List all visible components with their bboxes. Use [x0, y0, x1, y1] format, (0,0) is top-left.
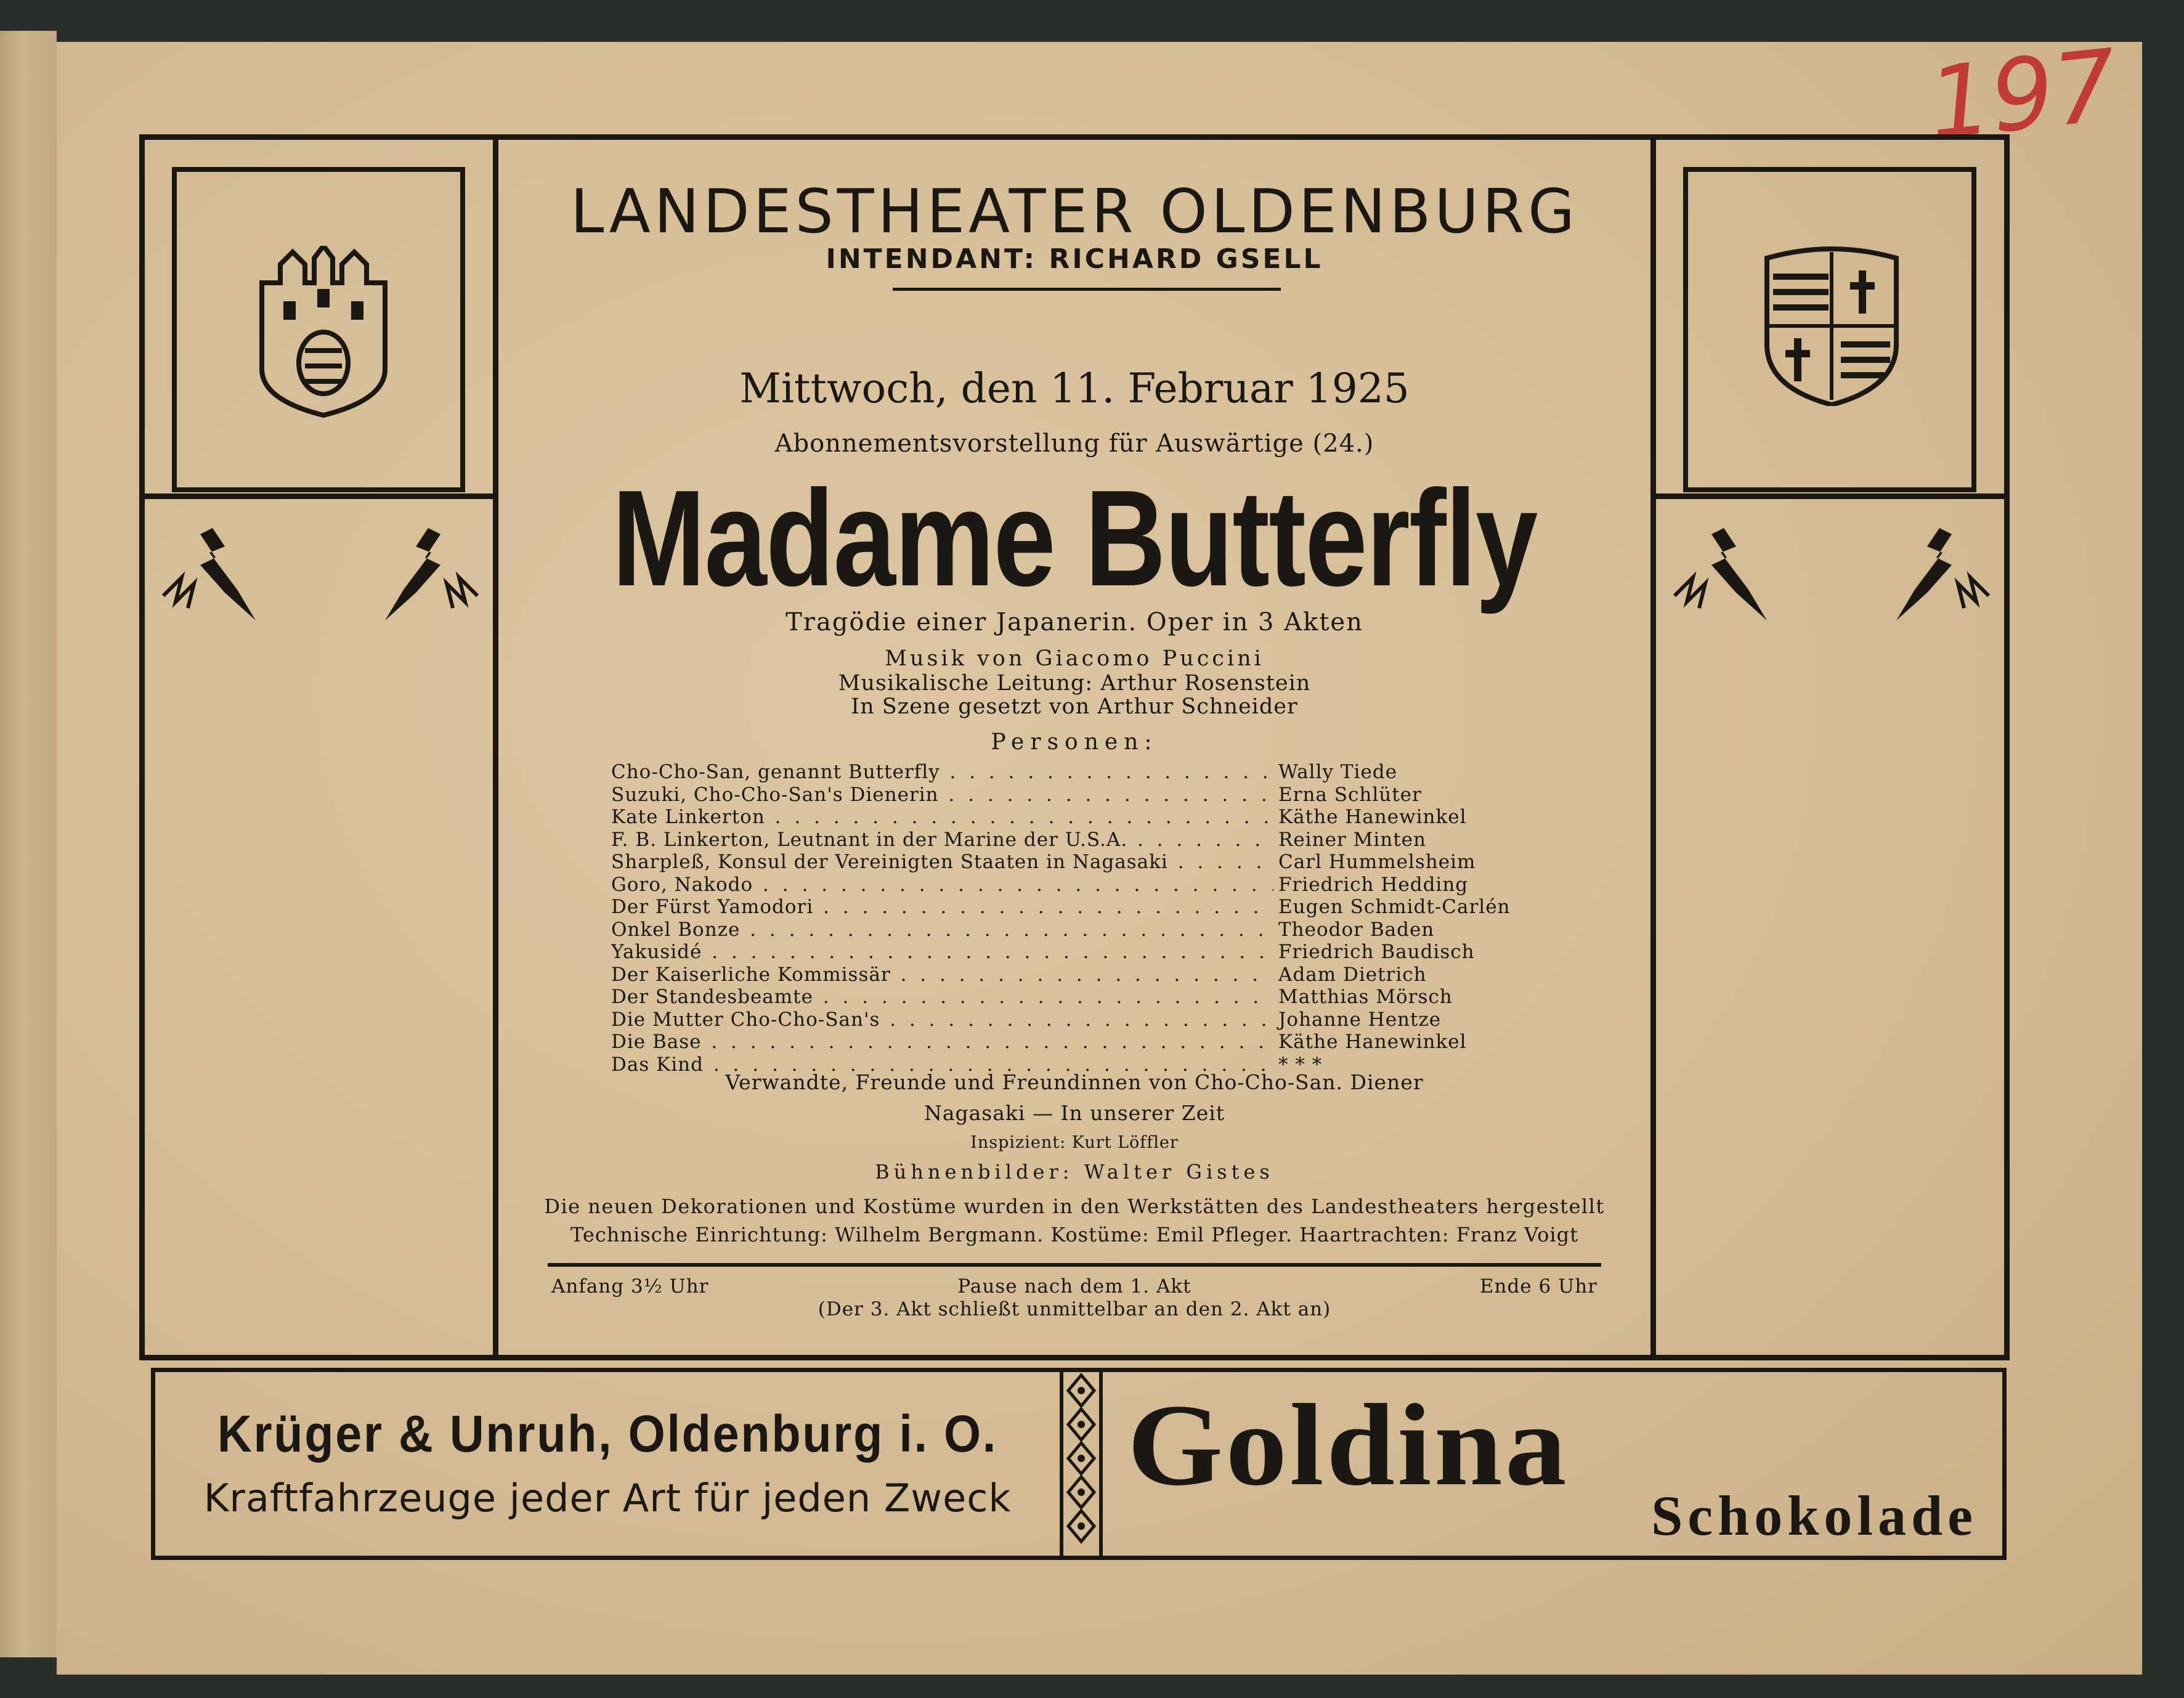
director-line: In Szene gesetzt von Arthur Schneider: [851, 694, 1298, 719]
intendant-line: INTENDANT: RICHARD GSELL: [826, 243, 1323, 275]
book-binding: [0, 31, 57, 1657]
ad-right-headline: Goldina: [1127, 1381, 1569, 1510]
left-divider: [145, 494, 493, 499]
page-number: 197: [1923, 27, 2122, 162]
program-center: [498, 140, 1650, 1355]
cast-row: [611, 1031, 1535, 1054]
cast-actor: Theodor Baden: [1278, 918, 1435, 941]
cast-actor: Friedrich Baudisch: [1278, 941, 1475, 963]
end-time: Ende 6 Uhr: [1479, 1275, 1597, 1298]
cast-row: [611, 806, 1535, 829]
cast-role: F. B. Linkerton, Leutnant in der Marine der U.S.A. . . .: [611, 829, 1273, 851]
pause-info: Pause nach dem 1. Akt: [957, 1275, 1191, 1298]
cast-role: Cho-Cho-San, genannt Butterfly . . .: [611, 761, 1273, 784]
cast-role: Die Base . . .: [611, 1031, 1273, 1054]
cast-actor: Reiner Minten: [1278, 828, 1426, 851]
lightning-ornament-icon: [379, 522, 484, 627]
cast-role: Der Standesbeamte . . .: [611, 986, 1273, 1009]
cast-actor: Johanne Hentze: [1278, 1008, 1442, 1031]
cast-row: [611, 964, 1535, 986]
cast-role: Der Fürst Yamodori . . .: [611, 896, 1273, 919]
composer-line: Musik von Giacomo Puccini: [885, 646, 1264, 671]
cast-heading: Personen:: [991, 729, 1158, 755]
lightning-ornament-icon: [1890, 522, 1995, 627]
right-divider: [1656, 494, 2004, 499]
left-panel: [145, 140, 498, 1355]
start-time: Anfang 3½ Uhr: [551, 1275, 709, 1298]
inspizient-line: Inspizient: Kurt Löffler: [970, 1133, 1179, 1152]
ad-left-headline: Krüger & Unruh, Oldenburg i. O.: [217, 1405, 998, 1463]
cast-row: [611, 986, 1535, 1009]
kruger-unruh-ad: [155, 1372, 1060, 1556]
state-crest-icon: [1761, 246, 1902, 406]
genre-line: Tragödie einer Japanerin. Oper in 3 Akten: [786, 608, 1363, 636]
stage-design-line: Bühnenbilder: Walter Gistes: [875, 1160, 1274, 1184]
cast-row: [611, 919, 1535, 941]
cast-actor: Erna Schlüter: [1278, 783, 1422, 806]
cast-row: [611, 874, 1535, 896]
cast-row: [611, 896, 1535, 919]
opera-title: Madame Butterfly: [612, 462, 1537, 615]
cast-role: Der Kaiserliche Kommissär . . .: [611, 964, 1273, 986]
performance-date: Mittwoch, den 11. Februar 1925: [739, 365, 1410, 412]
cast-role: Goro, Nakodo . . .: [611, 874, 1273, 896]
ad-right-subline: Schokolade: [1651, 1484, 1978, 1547]
cast-actor: Wally Tiede: [1278, 761, 1397, 783]
cast-actor: Käthe Hanewinkel: [1278, 1031, 1467, 1053]
cast-list: [611, 761, 1535, 1076]
cast-row: [611, 851, 1535, 874]
cast-actor: Matthias Mörsch: [1278, 986, 1453, 1008]
conductor-line: Musikalische Leitung: Arthur Rosenstein: [838, 671, 1311, 696]
oldenburg-crest-box: [172, 167, 465, 492]
city-crest-icon: [250, 246, 397, 418]
state-crest-box: [1683, 167, 1976, 492]
advertisement-strip: [151, 1368, 2007, 1560]
cast-role: Sharpleß, Konsul der Vereinigten Staaten in Nagasaki . . .: [611, 851, 1273, 874]
cast-role: Suzuki, Cho-Cho-San's Dienerin . . .: [611, 784, 1273, 806]
cast-row: [611, 761, 1535, 784]
subscription-line: Abonnementsvorstellung für Auswärtige (24.): [774, 429, 1374, 458]
cast-row: [611, 1009, 1535, 1031]
lightning-ornament-icon: [1668, 522, 1773, 627]
goldina-ad: [1103, 1372, 2002, 1556]
pause-note: (Der 3. Akt schließt unmittelbar an den 2. Akt an): [818, 1298, 1331, 1320]
cast-actor: Adam Dietrich: [1278, 963, 1427, 986]
ornamental-divider: [1060, 1372, 1103, 1556]
chorus-line: Verwandte, Freunde und Freundinnen von Cho-Cho-San. Diener: [725, 1070, 1424, 1094]
cast-actor: Carl Hummelsheim: [1278, 851, 1476, 873]
cast-row: [611, 784, 1535, 806]
decorations-line: Die neuen Dekorationen und Kostüme wurden in den Werkstätten des Landestheaters hergestellt: [544, 1195, 1605, 1218]
cast-role: Onkel Bonze . . .: [611, 919, 1273, 941]
ornament-icon: [1063, 1372, 1099, 1556]
cast-role: Das Kind . . .: [611, 1054, 1273, 1076]
title-rule: [893, 288, 1281, 291]
cast-row: [611, 829, 1535, 851]
cast-row: [611, 941, 1535, 964]
program-frame: [139, 134, 2010, 1360]
schedule-rule: [548, 1263, 1601, 1267]
cast-role: Yakusidé . . .: [611, 941, 1273, 964]
cast-actor: * * *: [1278, 1053, 1323, 1076]
cast-role: Kate Linkerton . . .: [611, 806, 1273, 829]
lightning-ornament-icon: [157, 522, 262, 627]
cast-actor: Eugen Schmidt-Carlén: [1278, 896, 1511, 918]
theater-title: LANDESTHEATER OLDENBURG: [570, 177, 1579, 247]
setting-line: Nagasaki — In unserer Zeit: [924, 1101, 1225, 1125]
technical-line: Technische Einrichtung: Wilhelm Bergmann. Kostüme: Emil Pfleger. Haartrachten: Franz Voigt: [570, 1223, 1578, 1246]
cast-actor: Friedrich Hedding: [1278, 873, 1469, 896]
cast-role: Die Mutter Cho-Cho-San's . . .: [611, 1009, 1273, 1031]
right-panel: [1650, 140, 2004, 1355]
cast-actor: Käthe Hanewinkel: [1278, 806, 1467, 828]
ad-left-subline: Kraftfahrzeuge jeder Art für jeden Zweck: [203, 1476, 1012, 1521]
